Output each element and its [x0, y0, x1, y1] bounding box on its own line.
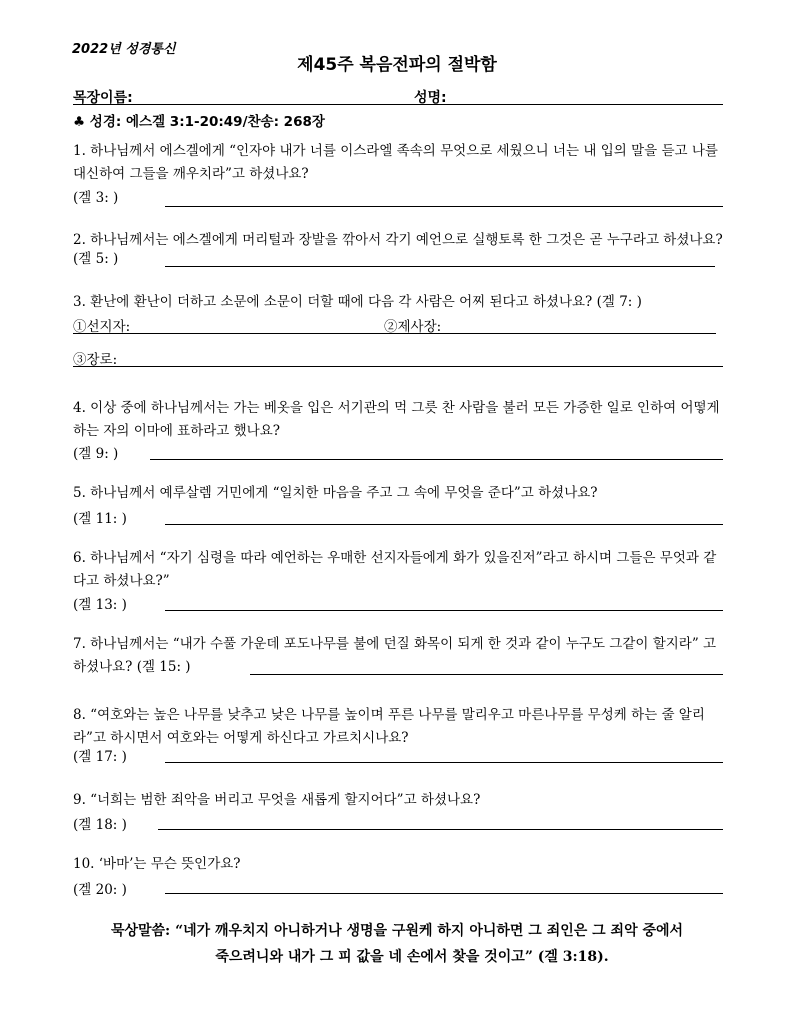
- page-title: 제45주 복음전파의 절박함: [297, 55, 497, 75]
- answer-line-2[interactable]: [165, 266, 715, 267]
- year-tag: 2022년 성경통신: [72, 42, 176, 57]
- question-1: 1. 하나님께서 에스겔에게 “인자야 내가 너를 이스라엘 족속의 무엇으로 세웠으니 너는 내 입의 말을 듣고 나를 대신하여 그들을 깨우치라”고 하셨나요?: [73, 143, 718, 182]
- question-3: 3. 환난에 환난이 더하고 소문에 소문이 더할 때에 다음 각 사람은 어찌 된다고 하셨나요? (겔 7: ): [73, 294, 642, 310]
- question-4: 4. 이상 중에 하나님께서는 가는 베옷을 입은 서기관의 먹 그릇 찬 사람을 불러 모든 가증한 일로 인하여 어떻게 하는 자의 이마에 표하라고 했나요?: [73, 400, 720, 439]
- question-8-ref: (겔 17: ): [73, 749, 127, 765]
- question-8: 8. “여호와는 높은 나무를 낮추고 낮은 나무를 높이며 푸른 나무를 말리우고 마른나무를 무성케 하는 줄 알리라”고 하시면서 여호와는 어떻게 하신다고 가르치시나요?: [73, 707, 705, 746]
- question-10-ref: (겔 20: ): [73, 882, 127, 898]
- meditation-line-1: 묵상말씀: “네가 깨우치지 아니하거나 생명을 구원케 하지 아니하면 그 죄인은 그 죄악 중에서: [110, 923, 684, 939]
- answer-line-3b[interactable]: [73, 366, 723, 367]
- name-label: 성명:: [414, 90, 447, 106]
- answer-line-7[interactable]: [250, 674, 723, 675]
- question-7: 7. 하나님께서는 “내가 수풀 가운데 포도나무를 불에 던질 화목이 되게 한 것과 같이 누구도 그같이 할지라” 고 하셨나요? (겔 15: ): [73, 636, 717, 675]
- question-6-ref: (겔 13: ): [73, 597, 127, 613]
- q3-option-elder: ③장로:: [73, 352, 118, 368]
- answer-line-9[interactable]: [158, 829, 723, 830]
- answer-line-8[interactable]: [165, 762, 723, 763]
- question-10: 10. ‘바마’는 무슨 뜻인가요?: [73, 856, 241, 872]
- meditation-line-2: 죽으려니와 내가 그 피 값을 네 손에서 찾을 것이고” (겔 3:18).: [215, 949, 609, 965]
- question-5: 5. 하나님께서 예루살렘 거민에게 “일치한 마음을 주고 그 속에 무엇을 준다”고 하셨나요?: [73, 485, 598, 501]
- answer-line-1[interactable]: [165, 206, 723, 207]
- pastor-label: 목장이름:: [73, 90, 133, 106]
- answer-line-5[interactable]: [165, 524, 723, 525]
- question-2: 2. 하나님께서는 에스겔에게 머리털과 장발을 깎아서 각기 예언으로 실행토록 한 그것은 곧 누구라고 하셨나요?: [73, 232, 723, 248]
- question-6: 6. 하나님께서 “자기 심령을 따라 예언하는 우매한 선지자들에게 화가 있을진저”라고 하시며 그들은 무엇과 같다고 하셨나요?”: [73, 550, 717, 589]
- answer-line-3a[interactable]: [73, 333, 716, 334]
- question-1-ref: (겔 3: ): [73, 190, 119, 206]
- question-5-ref: (겔 11: ): [73, 511, 127, 527]
- reading-line: ♣ 성경: 에스겔 3:1-20:49/찬송: 268장: [73, 114, 325, 130]
- question-9-ref: (겔 18: ): [73, 817, 127, 833]
- question-2-ref: (겔 5: ): [73, 251, 119, 267]
- question-4-ref: (겔 9: ): [73, 446, 119, 462]
- question-9: 9. “너희는 범한 죄악을 버리고 무엇을 새롭게 할지어다”고 하셨나요?: [73, 792, 481, 808]
- answer-line-6[interactable]: [165, 610, 723, 611]
- answer-line-4[interactable]: [150, 459, 723, 460]
- q3-option-prophet: ①선지자:: [73, 319, 131, 335]
- answer-line-10[interactable]: [165, 893, 723, 894]
- header-underline: [73, 104, 723, 105]
- q3-option-priest: ②제사장:: [384, 319, 442, 335]
